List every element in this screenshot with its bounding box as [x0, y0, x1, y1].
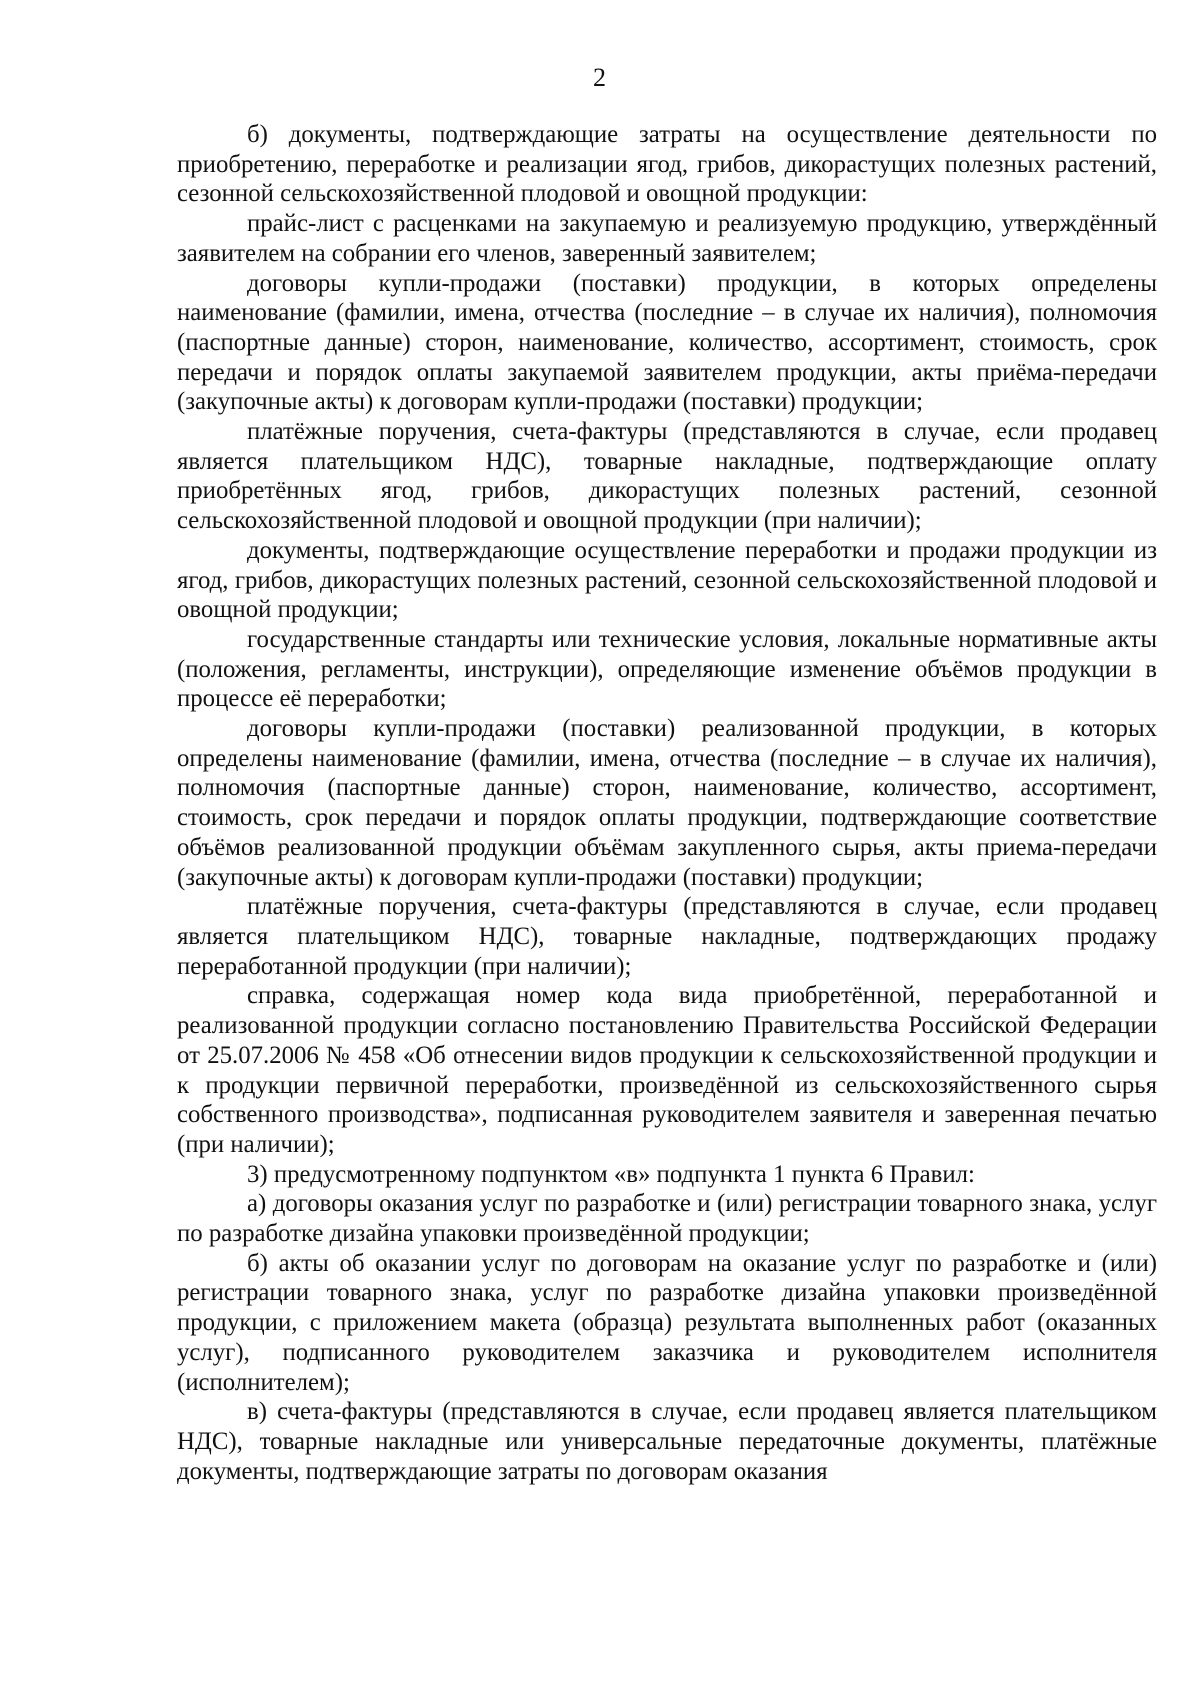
paragraph: 3) предусмотренному подпунктом «в» подпункта 1 пункта 6 Правил: — [247, 1160, 975, 1188]
paragraph: платёжные поручения, счета-фактуры (представляются в случае, если продавец является плательщиком НДС), товарные накладные, подтверждающие оплату приобретённых ягод, грибов, дикорастущих полезных растений, сезонной сельскохозяйственной плодовой и овощной продукции (при наличии); — [177, 418, 1157, 535]
paragraph: государственные стандарты или технические условия, локальные нормативные акты (положения, регламенты, инструкции), определяющие изменение объёмов продукции в процессе её переработки; — [177, 625, 1157, 713]
paragraph: документы, подтверждающие осуществление переработки и продажи продукции из ягод, грибов, дикорастущих полезных растений, сезонной сельскохозяйственной плодовой и овощной продукции; — [177, 536, 1157, 624]
paragraph: платёжные поручения, счета-фактуры (представляются в случае, если продавец является плательщиком НДС), товарные накладные, подтверждающих продажу переработанной продукции (при наличии); — [177, 893, 1157, 980]
paragraph: справка, содержащая номер кода вида приобретённой, переработанной и реализованной продукции согласно постановлению Правительства Российской Федерации от 25.07.2006 № 458 «Об отнесении видов продукции к сельскохозяйственной продукции и к продукции первичной переработки, произведённой из сельскохозяйственного сырья собственного производства», подписанная руководителем заявителя и заверенная печатью (при наличии); — [177, 982, 1157, 1158]
paragraph: б) документы, подтверждающие затраты на осуществление деятельности по приобретению, переработке и реализации ягод, грибов, дикорастущих полезных растений, сезонной сельскохозяйственной плодовой и овощной продукции: — [177, 121, 1157, 208]
page-number: 2 — [593, 63, 606, 92]
paragraph: б) акты об оказании услуг по договорам на оказание услуг по разработке и (или) регистрации товарного знака, услуг по разработке дизайна упаковки произведённой продукции, с приложением макета (образца) результата выполненных работ (оказанных услуг), подписанного руководителем заказчика и руководителем исполнителя (исполнителем); — [177, 1249, 1157, 1396]
paragraph: а) договоры оказания услуг по разработке и (или) регистрации товарного знака, услуг по разработке дизайна упаковки произведённой продукции; — [177, 1190, 1157, 1248]
document-body — [177, 120, 1157, 1486]
paragraph: договоры купли-продажи (поставки) реализованной продукции, в которых определены наименование (фамилии, имена, отчества (последние – в случае их наличия), полномочия (паспортные данные) сторон, наименование, количество, ассортимент, стоимость, срок передачи и порядок оплаты продукции, подтверждающие соответствие объёмов реализованной продукции объёмам закупленного сырья, акты приема-передачи (закупочные акты) к договорам купли-продажи (поставки) продукции; — [177, 715, 1157, 891]
paragraph: договоры купли-продажи (поставки) продукции, в которых определены наименование (фамилии, имена, отчества (последние – в случае их наличия), полномочия (паспортные данные) сторон, наименование, количество, ассортимент, стоимость, срок передачи и порядок оплаты закупаемой заявителем продукции, акты приёма-передачи (закупочные акты) к договорам купли-продажи (поставки) продукции; — [177, 269, 1157, 416]
paragraph: прайс-лист с расценками на закупаемую и реализуемую продукцию, утверждённый заявителем на собрании его членов, заверенный заявителем; — [177, 210, 1157, 267]
paragraph: в) счета-фактуры (представляются в случае, если продавец является плательщиком НДС), товарные накладные или универсальные передаточные документы, платёжные документы, подтверждающие затраты по договорам оказания — [177, 1398, 1157, 1485]
